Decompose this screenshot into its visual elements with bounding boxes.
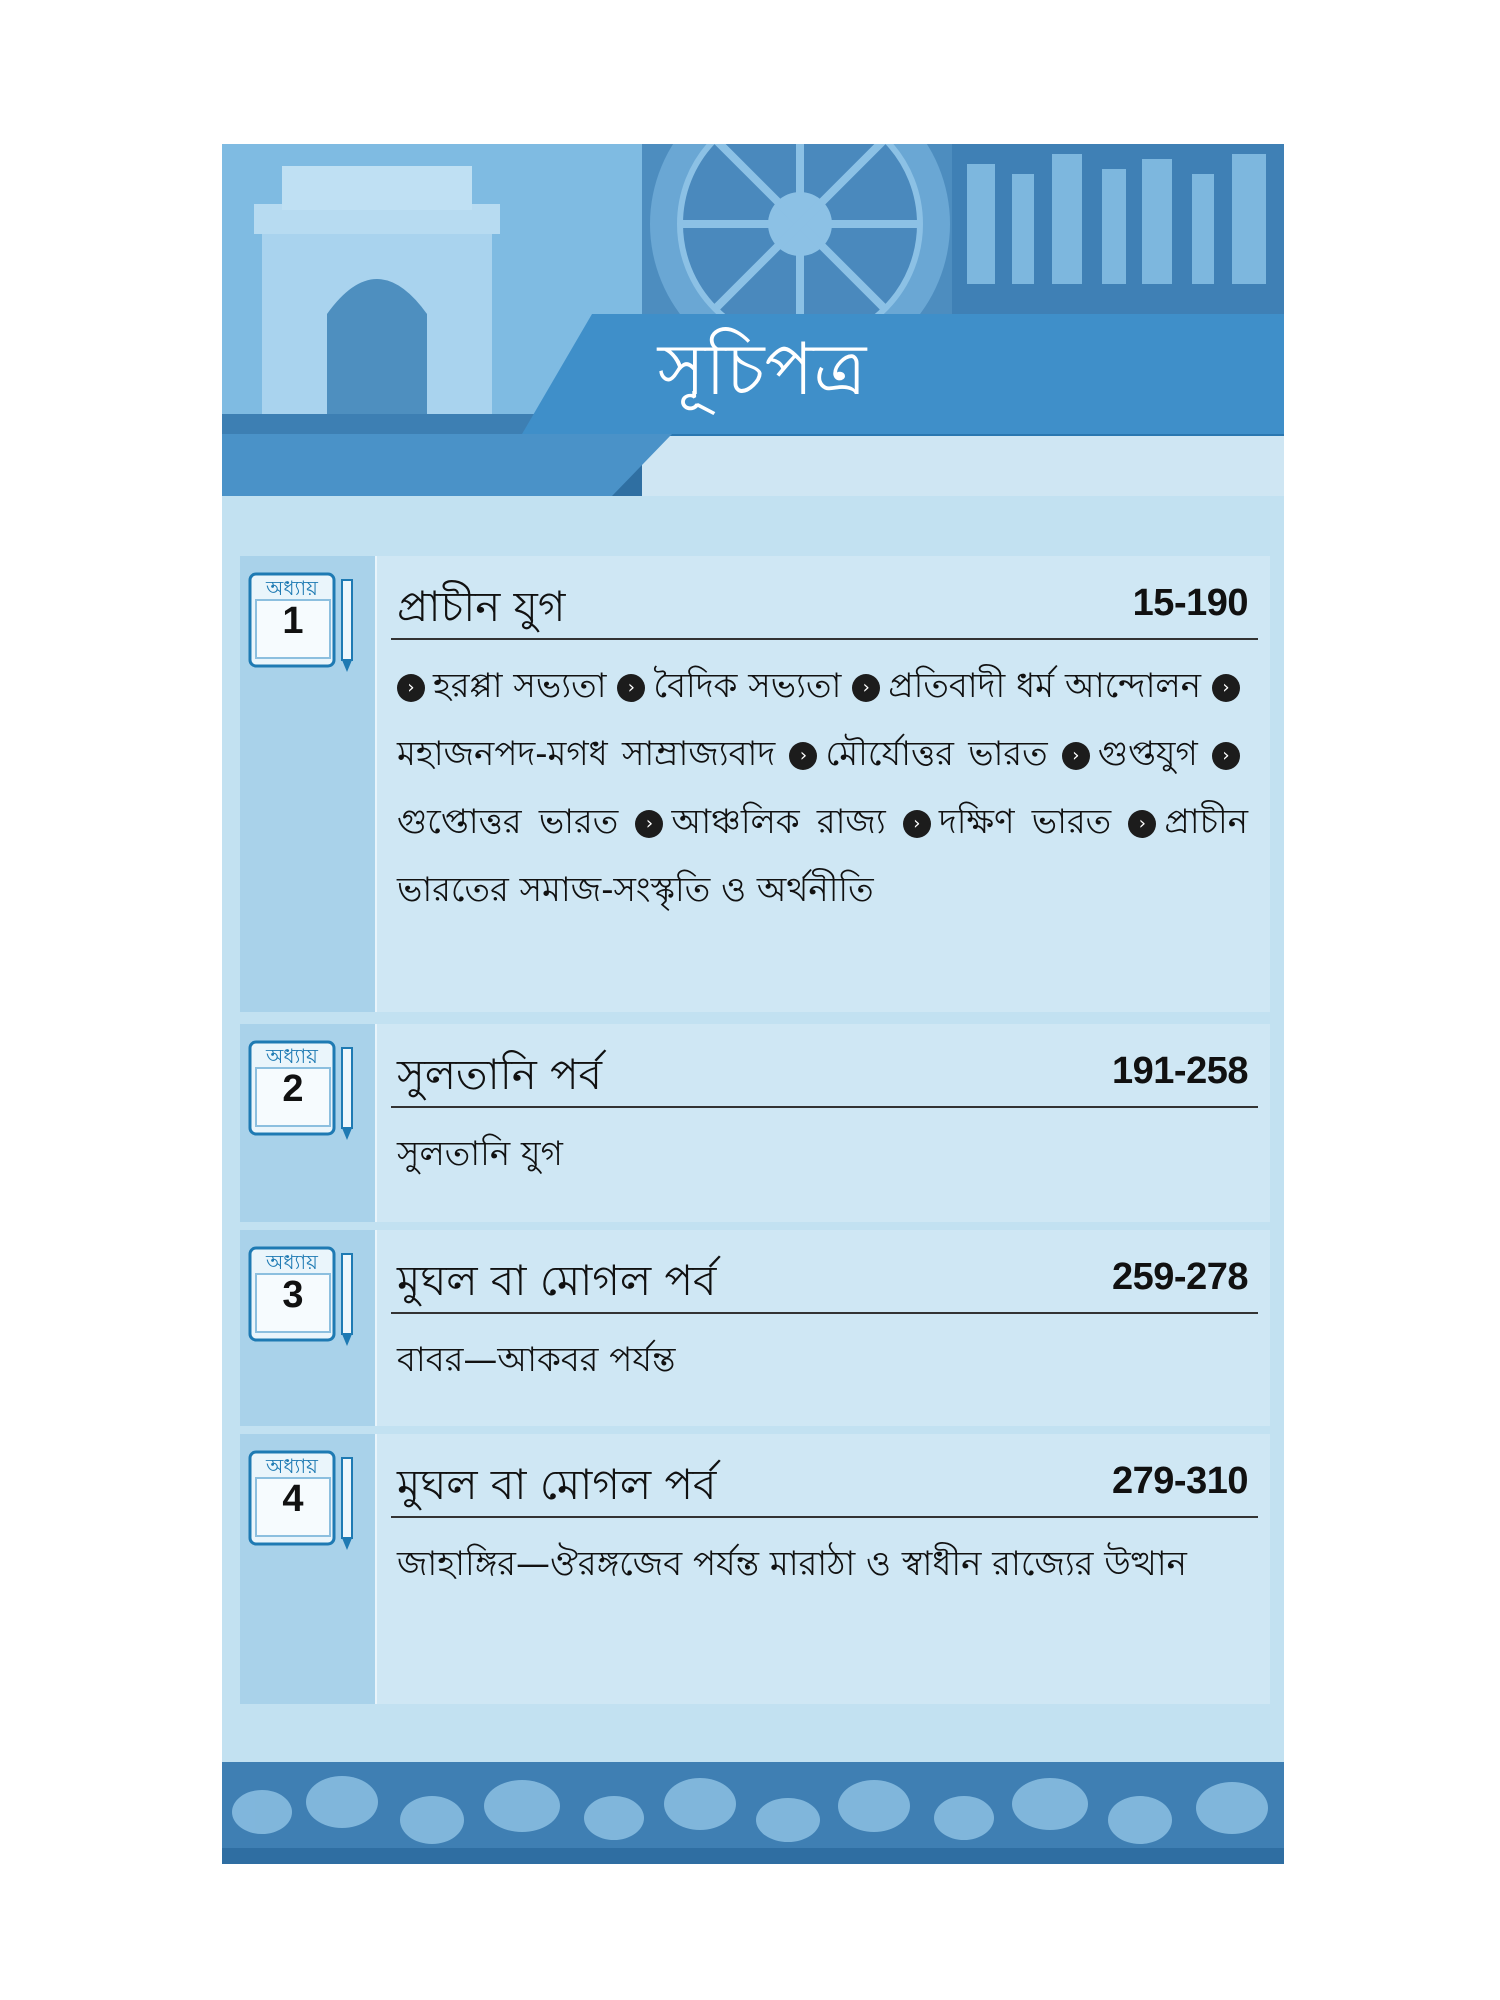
chapter-content <box>375 1434 1270 1704</box>
topic: মহাজনপদ-মগধ সাম্রাজ্যবাদ <box>397 734 776 774</box>
book-icon <box>246 570 366 674</box>
chapter-pages: 279-310 <box>1112 1460 1248 1502</box>
chapter-topics <box>397 652 1248 924</box>
temple-carving-image <box>952 144 1284 314</box>
chapter-description: জাহাঙ্গির—ঔরঙ্গজেব পর্যন্ত মারাঠা ও স্বাধীন রাজ্যের উত্থান <box>397 1544 1187 1584</box>
chapter-content <box>375 1024 1270 1222</box>
divider <box>391 1516 1258 1518</box>
chapter-content <box>375 1230 1270 1426</box>
book-icon <box>246 1244 366 1348</box>
footer-carving-band <box>222 1762 1284 1864</box>
arrow-bullet-icon: › <box>789 742 817 770</box>
arrow-bullet-icon: › <box>635 810 663 838</box>
chapter-title: সুলতানি পর্ব <box>397 1050 603 1099</box>
chapter-pages: 259-278 <box>1112 1256 1248 1298</box>
chapter-entry-4[interactable] <box>240 1434 1270 1704</box>
chapter-pages: 191-258 <box>1112 1050 1248 1092</box>
chapter-title: মুঘল বা মোগল পর্ব <box>397 1460 717 1509</box>
book-icon <box>246 1448 366 1552</box>
topic: মৌর্যোত্তর ভারত <box>825 734 1048 774</box>
contents-page <box>222 144 1284 1864</box>
arrow-bullet-icon: › <box>1128 810 1156 838</box>
chapter-description: সুলতানি যুগ <box>397 1134 563 1174</box>
chapter-number: 1 <box>282 600 304 642</box>
topic: দক্ষিণ ভারত <box>938 802 1112 842</box>
divider <box>391 638 1258 640</box>
chapter-title: মুঘল বা মোগল পর্ব <box>397 1256 717 1305</box>
topic: বৈদিক সভ্যতা <box>653 666 842 706</box>
header-banner <box>222 144 1284 496</box>
arrow-bullet-icon: › <box>852 674 880 702</box>
chapter-description: বাবর—আকবর পর্যন্ত <box>397 1340 676 1380</box>
divider <box>391 1106 1258 1108</box>
page-title: সূচিপত্র <box>657 327 867 411</box>
arrow-bullet-icon: › <box>1062 742 1090 770</box>
arrow-bullet-icon: › <box>1212 742 1240 770</box>
chapter-entry-1[interactable] <box>240 556 1270 1012</box>
topic: আঞ্চলিক রাজ্য <box>671 802 886 842</box>
chapter-label: অধ্যায় <box>266 1044 318 1068</box>
chapter-entry-3[interactable] <box>240 1230 1270 1426</box>
arrow-bullet-icon: › <box>397 674 425 702</box>
topic: প্রাচীন ভারতের সমাজ-সংস্কৃতি ও অর্থনীতি <box>397 802 1249 910</box>
chapter-label: অধ্যায় <box>266 576 318 600</box>
topic: হরপ্পা সভ্যতা <box>433 666 607 706</box>
arrow-bullet-icon: › <box>1212 674 1240 702</box>
chapter-number: 4 <box>282 1478 304 1520</box>
topic: গুপ্তোত্তর ভারত <box>397 802 619 842</box>
chapter-number: 3 <box>282 1274 304 1316</box>
divider <box>391 1312 1258 1314</box>
book-icon <box>246 1038 366 1142</box>
chapter-label: অধ্যায় <box>266 1454 318 1478</box>
topic: প্রতিবাদী ধর্ম আন্দোলন <box>888 666 1202 706</box>
arrow-bullet-icon: › <box>617 674 645 702</box>
arrow-bullet-icon: › <box>903 810 931 838</box>
chapter-number: 2 <box>282 1068 304 1110</box>
chapter-pages: 15-190 <box>1132 582 1248 624</box>
chapter-title: প্রাচীন যুগ <box>397 582 566 631</box>
chapter-entry-2[interactable] <box>240 1024 1270 1222</box>
chapter-label: অধ্যায় <box>266 1250 318 1274</box>
topic: গুপ্তযুগ <box>1097 734 1198 774</box>
chapter-content <box>375 556 1270 1012</box>
